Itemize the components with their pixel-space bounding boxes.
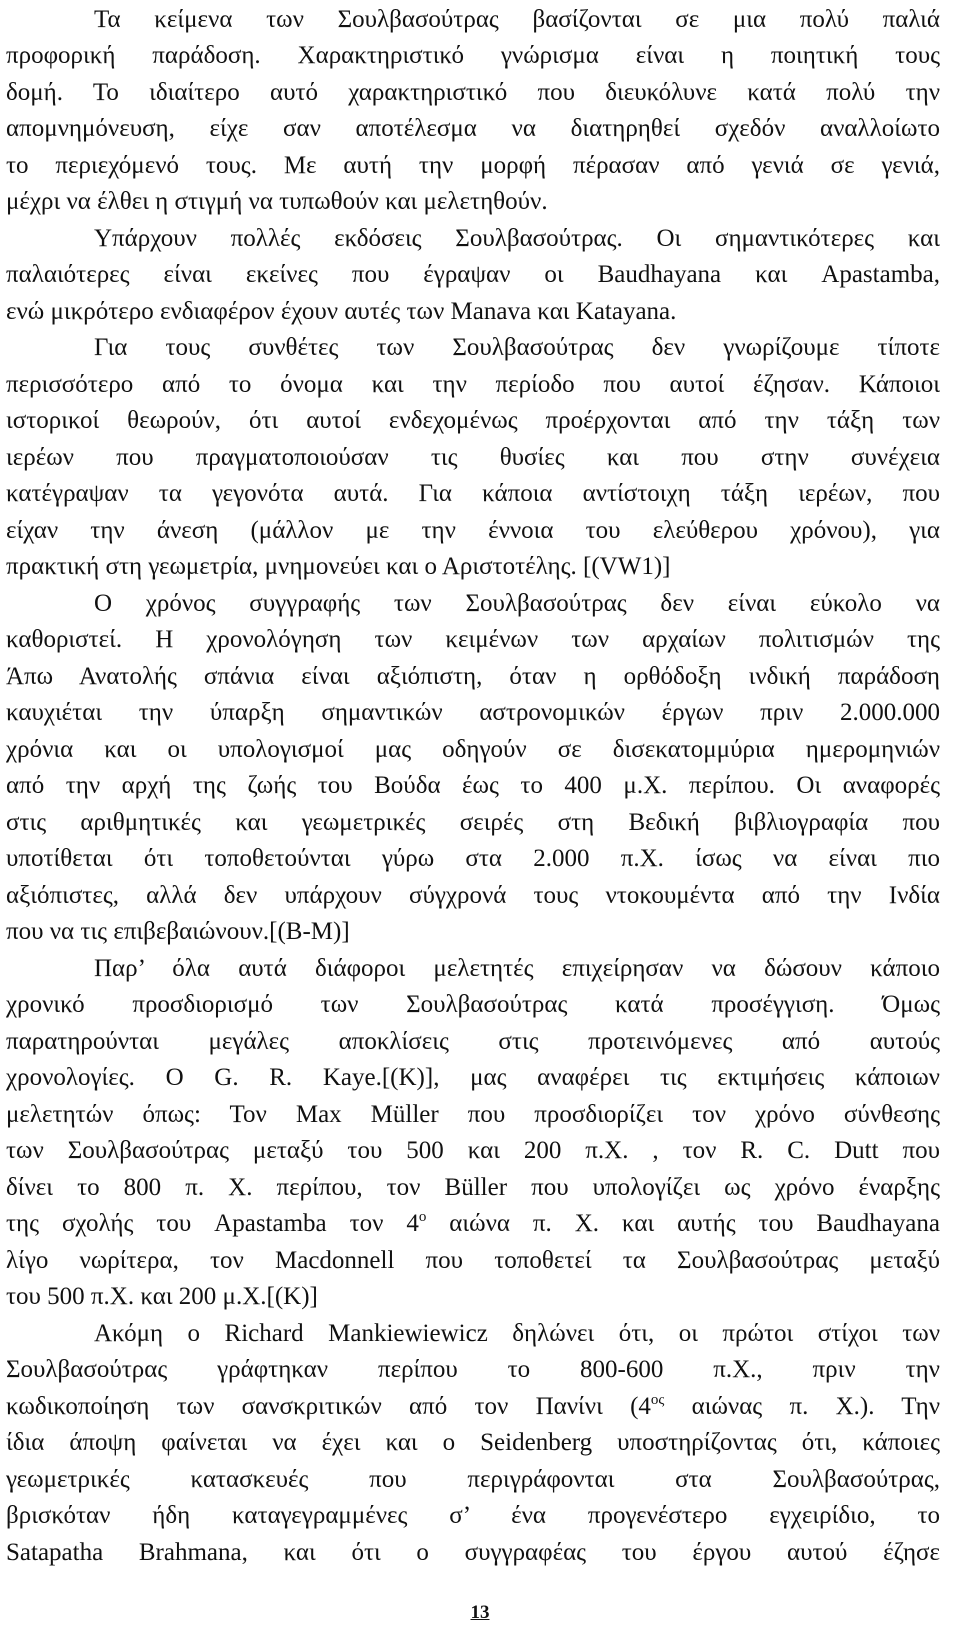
text-line: Satapatha Brahmana, και ότι ο συγγραφέας του έργου αυτού έζησε xyxy=(6,1539,940,1566)
text-line: δομή. Το ιδιαίτερο αυτό χαρακτηριστικό που διευκόλυνε κατά πολύ την xyxy=(6,79,940,106)
text-line: Για τους συνθέτες των Σουλβασούτρας δεν γνωρίζουμε τίποτε xyxy=(94,334,940,361)
text-line: το περιεχόμενό τους. Με αυτή την μορφή πέρασαν από γενιά σε γενιά, xyxy=(6,152,940,179)
text-fragment: κωδικοποίηση των σανσκριτικών από τον Πανίνι (4 xyxy=(6,1393,651,1420)
text-line: μελετητών όπως: Τον Max Müller που προσδιορίζει τον χρόνο σύνθεσης xyxy=(6,1101,940,1128)
text-line: είχαν την άνεση (μάλλον με την έννοια του ελεύθερου χρόνου), για xyxy=(6,517,940,544)
text-line: Τα κείμενα των Σουλβασούτρας βασίζονται σε μια πολύ παλιά xyxy=(94,6,940,33)
text-line: Ακόμη ο Richard Mankiewiewicz δηλώνει ότι, οι πρώτοι στίχοι των xyxy=(94,1320,940,1347)
text-line: Υπάρχουν πολλές εκδόσεις Σουλβασούτρας. Οι σημαντικότερες και xyxy=(94,225,940,252)
text-fragment: της σχολής του Apastamba τον 4 xyxy=(6,1210,419,1237)
text-line: απομνημόνευση, είχε σαν αποτέλεσμα να διατηρηθεί σχεδόν αναλλοίωτο xyxy=(6,115,940,142)
text-line: στις αριθμητικές και γεωμετρικές σειρές στη Βεδική βιβλιογραφία που xyxy=(6,809,940,836)
text-line: περισσότερο από το όνομα και την περίοδο που αυτοί έζησαν. Κάποιοι xyxy=(6,371,940,398)
text-line: Ο χρόνος συγγραφής των Σουλβασούτρας δεν είναι εύκολο να xyxy=(94,590,940,617)
text-line: καθοριστεί. Η χρονολόγηση των κειμένων των αρχαίων πολιτισμών της xyxy=(6,626,940,653)
text-line: χρόνια και οι υπολογισμοί μας οδηγούν σε δισεκατομμύρια ημερομηνιών xyxy=(6,736,940,763)
text-line: ιστορικοί θεωρούν, ότι αυτοί ενδεχομένως προέρχονται από την τάξη των xyxy=(6,407,940,434)
text-line: των Σουλβασούτρας μεταξύ του 500 και 200 π.Χ. , τον R. C. Dutt που xyxy=(6,1137,940,1164)
superscript: ο xyxy=(418,1209,427,1225)
text-fragment: αιώνα π. Χ. και αυτής του Baudhayana xyxy=(426,1210,940,1237)
text-line: παλαιότερες είναι εκείνες που έγραψαν οι Baudhayana και Apastamba, xyxy=(6,261,940,288)
text-line: Άπω Ανατολής σπάνια είναι αξιόπιστη, όταν η ορθόδοξη ινδική παράδοση xyxy=(6,663,940,690)
text-line: παρατηρούνται μεγάλες αποκλίσεις στις προτεινόμενες από αυτούς xyxy=(6,1028,940,1055)
text-line: Παρ’ όλα αυτά διάφοροι μελετητές επιχείρησαν να δώσουν κάποιο xyxy=(94,955,940,982)
text-line: υποτίθεται ότι τοποθετούνται γύρω στα 2.000 π.Χ. ίσως να είναι πιο xyxy=(6,845,940,872)
text-line: αξιόπιστες, αλλά δεν υπάρχουν σύγχρονά τους ντοκουμέντα από την Ινδία xyxy=(6,882,940,909)
superscript: ος xyxy=(650,1392,665,1408)
text-line: προφορική παράδοση. Χαρακτηριστικό γνώρισμα είναι η ποιητική τους xyxy=(6,42,940,69)
text-line: που να τις επιβεβαιώνουν.[(B-M)] xyxy=(6,918,350,945)
text-line: βρισκόταν ήδη καταγεγραμμένες σ’ ένα προγενέστερο εγχειρίδιο, το xyxy=(6,1502,940,1529)
text-line: πρακτική στη γεωμετρία, μνημονεύει και ο Αριστοτέλης. [(VW1)] xyxy=(6,553,671,580)
text-line: γεωμετρικές κατασκευές που περιγράφονται στα Σουλβασούτρας, xyxy=(6,1466,940,1493)
text-line: μέχρι να έλθει η στιγμή να τυπωθούν και μελετηθούν. xyxy=(6,188,548,215)
text-line: δίνει το 800 π. Χ. περίπου, τον Büller που υπολογίζει ως χρόνο έναρξης xyxy=(6,1174,940,1201)
text-line: λίγο νωρίτερα, τον Macdonnell που τοποθετεί τα Σουλβασούτρας μεταξύ xyxy=(6,1247,940,1274)
text-line: καυχιέται την ύπαρξη σημαντικών αστρονομικών έργων πριν 2.000.000 xyxy=(6,699,940,726)
text-line: κατέγραψαν τα γεγονότα αυτά. Για κάποια αντίστοιχη τάξη ιερέων, που xyxy=(6,480,940,507)
text-line: από την αρχή της ζωής του Βούδα έως το 400 μ.Χ. περίπου. Οι αναφορές xyxy=(6,772,940,799)
page-number: 13 xyxy=(470,1602,490,1623)
text-line: Σουλβασούτρας γράφτηκαν περίπου το 800-600 π.Χ., πριν την xyxy=(6,1356,940,1383)
text-fragment: αιώνας π. Χ.). Την xyxy=(664,1393,940,1420)
text-line: ίδια άποψη φαίνεται να έχει και ο Seidenberg υποστηρίζοντας ότι, κάποιες xyxy=(6,1429,940,1456)
text-line: ενώ μικρότερο ενδιαφέρον έχουν αυτές των Manava και Katayana. xyxy=(6,298,677,325)
text-line: χρονολογίες. Ο G. R. Kaye.[(K)], μας αναφέρει τις εκτιμήσεις κάποιων xyxy=(6,1064,940,1091)
text-line: χρονικό προσδιορισμό των Σουλβασούτρας κατά προσέγγιση. Όμως xyxy=(6,991,940,1018)
text-line: του 500 π.Χ. και 200 μ.Χ.[(K)] xyxy=(6,1283,318,1310)
text-line: ιερέων που πραγματοποιούσαν τις θυσίες και που στην συνέχεια xyxy=(6,444,940,471)
text-line-with-superscript xyxy=(6,1389,940,1425)
text-line-with-superscript xyxy=(6,1206,940,1242)
